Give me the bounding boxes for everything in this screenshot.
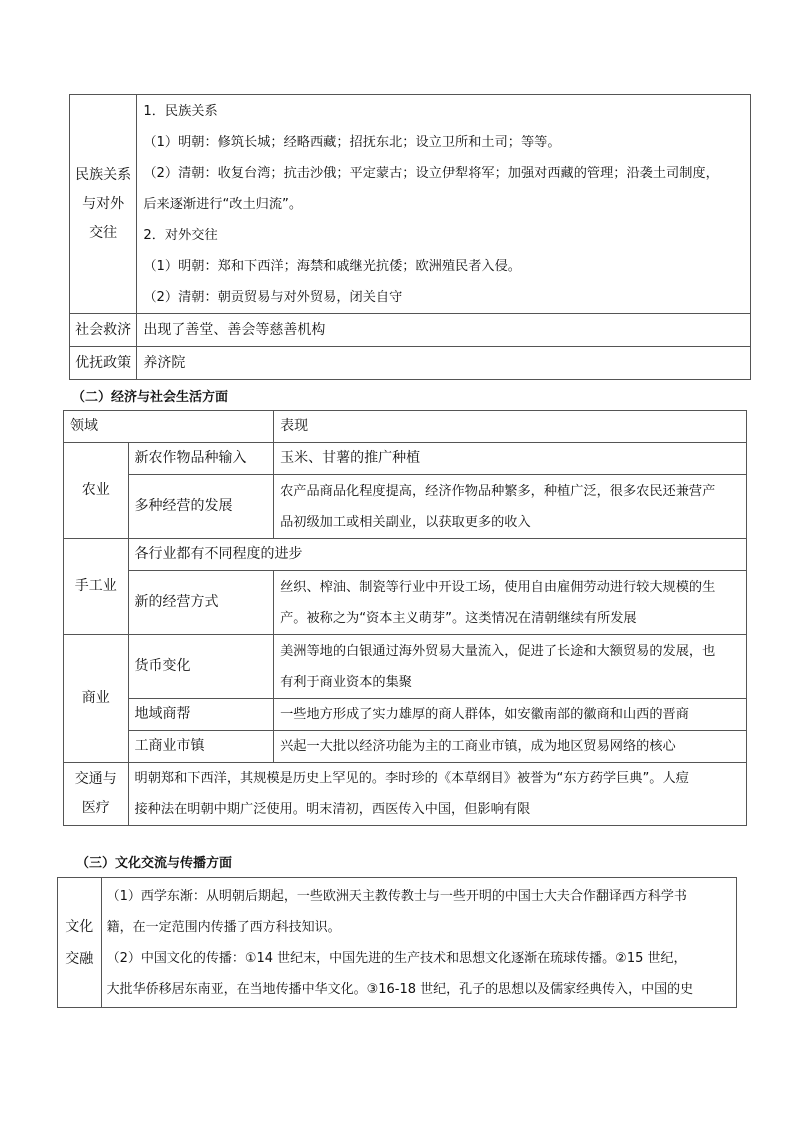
economy-table (63, 410, 747, 826)
label-line: 文化 (65, 918, 94, 935)
agriculture-label: 农业 (64, 443, 129, 539)
diversified-label: 多种经营的发展 (128, 475, 274, 539)
content-line: （1）明朝：修筑长城；经略西藏；招抚东北；设立卫所和土司；等等。 (143, 134, 561, 150)
header-domain: 领域 (64, 411, 274, 443)
content-line: 产。被称之为“资本主义萌芽”。这类情况在清朝继续有所发展 (280, 610, 637, 626)
transport-label (64, 763, 129, 826)
market-towns-content: 兴起一大批以经济功能为主的工商业市镇，成为地区贸易网络的核心 (274, 731, 747, 763)
content-line: 1．民族关系 (143, 103, 218, 119)
section-heading: （三）文化交流与传播方面 (76, 856, 233, 871)
label-line: 与对外 (82, 195, 125, 212)
content-line: 美洲等地的白银通过海外贸易大量流入，促进了长途和大额贸易的发展，也 (280, 643, 716, 659)
ethnic-relations-label (70, 95, 137, 314)
content-line: 籍，在一定范围内传播了西方科技知识。 (106, 919, 341, 935)
content-line: 大批华侨移居东南亚，在当地传播中华文化。③16-18 世纪，孔子的思想以及儒家经典传入，中国的史 (106, 981, 694, 997)
new-crops-content: 玉米、甘薯的推广种植 (274, 443, 747, 475)
preferential-policy-label: 优抚政策 (70, 347, 137, 380)
label-line: 交融 (65, 950, 94, 967)
handicraft-label: 手工业 (64, 539, 129, 635)
transport-content (128, 763, 746, 826)
new-business-label: 新的经营方式 (128, 571, 274, 635)
content-line: 接种法在明朝中期广泛使用。明末清初，西医传入中国，但影响有限 (134, 802, 531, 817)
merchant-groups-content: 一些地方形成了实力雄厚的商人群体，如安徽南部的徽商和山西的晋商 (274, 699, 747, 731)
relations-table (69, 94, 751, 380)
content-line: 2．对外交往 (143, 227, 218, 243)
content-line: 明朝郑和下西洋，其规模是历史上罕见的。李时珍的《本草纲目》被誉为“东方药学巨典”。人痘 (134, 771, 689, 786)
merchant-groups-label: 地域商帮 (128, 699, 274, 731)
content-line: （1）明朝：郑和下西洋；海禁和戚继光抗倭；欧洲殖民者入侵。 (143, 258, 521, 274)
content-line: （1）西学东渐：从明朝后期起，一些欧洲天主教传教士与一些开明的中国士大夫合作翻译西方科学书 (106, 888, 687, 904)
ethnic-relations-content (137, 95, 751, 314)
header-performance: 表现 (274, 411, 747, 443)
content-line: （2）中国文化的传播：①14 世纪末，中国先进的生产技术和思想文化逐渐在琉球传播。②15 世纪， (106, 950, 687, 966)
content-line: 有利于商业资本的集聚 (280, 674, 412, 690)
label-line: 交往 (89, 224, 118, 241)
content-line: 农产品商品化程度提高，经济作物品种繁多，种植广泛，很多农民还兼营产 (280, 483, 716, 499)
diversified-content (274, 475, 747, 539)
content-line: （2）清朝：收复台湾；抗击沙俄；平定蒙古；设立伊犁将军；加强对西藏的管理；沿袭土司制度， (143, 165, 719, 181)
currency-label: 货币变化 (128, 635, 274, 699)
content-line: 后来逐渐进行“改土归流”。 (143, 196, 303, 212)
section-heading: （二）经济与社会生活方面 (72, 390, 229, 405)
label-line: 医疗 (81, 800, 110, 816)
social-relief-content: 出现了善堂、善会等慈善机构 (137, 314, 751, 347)
preferential-policy-content: 养济院 (137, 347, 751, 380)
new-crops-label: 新农作物品种输入 (128, 443, 274, 475)
market-towns-label: 工商业市镇 (128, 731, 274, 763)
culture-content (101, 878, 736, 1008)
currency-content (274, 635, 747, 699)
label-line: 交通与 (74, 771, 117, 787)
commerce-label: 商业 (64, 635, 129, 763)
label-line: 民族关系 (75, 166, 132, 183)
content-line: （2）清朝：朝贡贸易与对外贸易，闭关自守 (143, 289, 403, 305)
culture-label (58, 878, 102, 1008)
content-line: 丝织、榨油、制瓷等行业中开设工场，使用自由雇佣劳动进行较大规模的生 (280, 579, 716, 595)
social-relief-label: 社会救济 (70, 314, 137, 347)
culture-table (57, 877, 737, 1008)
content-line: 品初级加工或相关副业，以获取更多的收入 (280, 514, 531, 530)
new-business-content (274, 571, 747, 635)
handicraft-progress: 各行业都有不同程度的进步 (128, 539, 746, 571)
